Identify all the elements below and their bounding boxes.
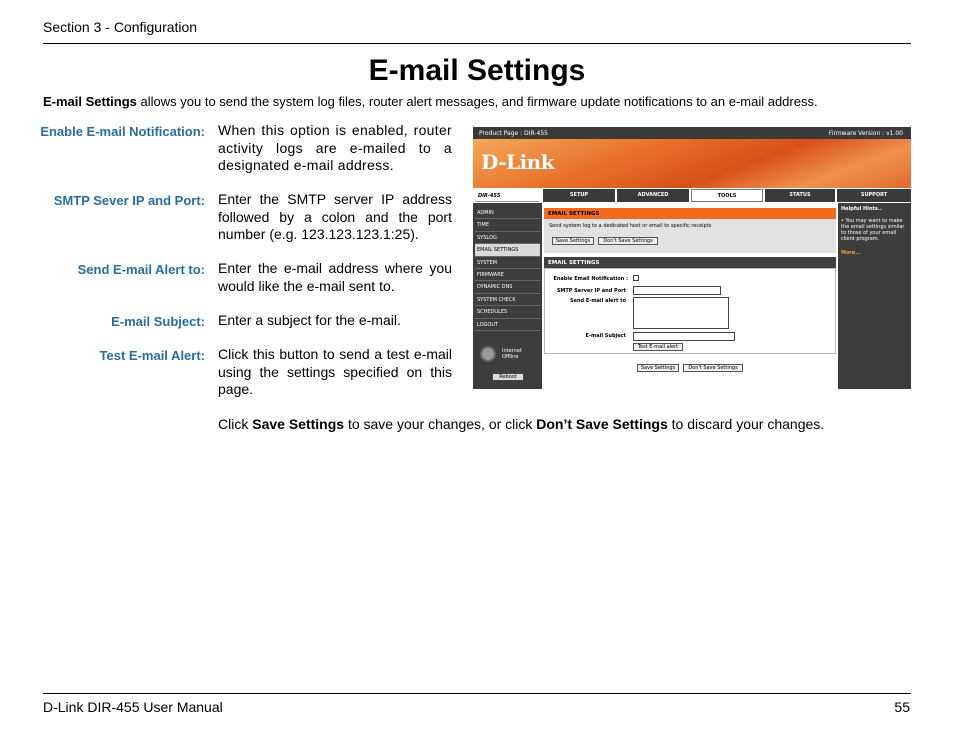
term-enable-email: Enable E-mail Notification: <box>40 124 205 139</box>
test-email-button[interactable]: Test E-mail alert <box>633 343 683 351</box>
nav-logout[interactable]: LOGOUT <box>475 319 540 331</box>
internet-status-label: Internet <box>502 348 522 354</box>
closing-paragraph <box>218 416 824 432</box>
router-topbar <box>473 127 911 139</box>
enable-email-checkbox[interactable] <box>633 275 639 281</box>
internet-status <box>502 348 522 360</box>
router-tabs <box>473 188 911 203</box>
subject-input[interactable] <box>633 332 735 341</box>
hints-more-link[interactable]: More... <box>841 250 861 256</box>
desc-smtp: Enter the SMTP server IP address followed by a colon and the port number (e.g. 123.123.123.1:25). <box>218 191 452 242</box>
router-screenshot <box>473 127 911 389</box>
desc-enable-email: When this option is enabled, router activity logs are e-mailed to a designated e-mail address. <box>218 122 452 173</box>
dont-save-button-top[interactable]: Don't Save Settings <box>598 237 658 245</box>
intro-bold: E-mail Settings <box>43 94 137 109</box>
footer-manual: D-Link DIR-455 User Manual <box>43 699 223 715</box>
nav-admin[interactable]: ADMIN <box>475 207 540 219</box>
term-subject: E-mail Subject: <box>111 314 205 329</box>
smtp-label: SMTP Server IP and Port <box>556 288 626 294</box>
desc-send-alert: Enter the e-mail address where you would like the e-mail sent to. <box>218 260 452 294</box>
router-banner <box>473 139 911 188</box>
nav-syslog[interactable]: SYSLOG <box>475 232 540 244</box>
hints-title: Helpful Hints.. <box>841 206 882 212</box>
firmware-label: Firmware Version : v1.00 <box>828 130 903 137</box>
tab-support[interactable]: SUPPORT <box>837 189 911 202</box>
tab-advanced[interactable]: ADVANCED <box>617 189 689 202</box>
helpful-hints <box>838 203 911 389</box>
section2-box <box>544 268 836 354</box>
model-badge: DIR-455 <box>475 190 539 202</box>
section-header: Section 3 - Configuration <box>43 19 198 35</box>
dlink-logo: D-Link <box>481 150 555 174</box>
tab-tools[interactable]: TOOLS <box>691 189 763 202</box>
smtp-input[interactable] <box>633 286 721 295</box>
nav-firmware[interactable]: FIRMWARE <box>475 269 540 281</box>
send-alert-input[interactable] <box>633 297 729 329</box>
page-number: 55 <box>894 699 910 715</box>
product-page-label: Product Page : DIR-455 <box>479 130 548 137</box>
section2-title: EMAIL SETTINGS <box>544 257 836 268</box>
save-settings-button-bottom[interactable]: Save Settings <box>637 364 679 372</box>
term-test-alert: Test E-mail Alert: <box>99 348 205 363</box>
send-alert-label: Send E-mail alert to <box>569 298 626 304</box>
save-settings-button-top[interactable]: Save Settings <box>552 237 594 245</box>
enable-email-label: Enable Email Notification : <box>553 276 628 282</box>
intro-paragraph <box>43 94 818 109</box>
section1-title: EMAIL SETTINGS <box>544 208 836 219</box>
internet-status-value: Offline <box>502 354 519 360</box>
section1-text: Send system log to a dedicated host or email to specific receipts <box>549 223 712 229</box>
desc-test-alert: Click this button to send a test e-mail using the settings specified on this page. <box>218 346 452 397</box>
tab-setup[interactable]: SETUP <box>543 189 615 202</box>
nav-schedules[interactable]: SCHEDULES <box>475 306 540 318</box>
nav-system-check[interactable]: SYSTEM CHECK <box>475 294 540 306</box>
tab-status[interactable]: STATUS <box>765 189 835 202</box>
nav-dynamic-dns[interactable]: DYNAMIC DNS <box>475 281 540 293</box>
bottom-rule <box>43 693 911 694</box>
closing-text-1: Click <box>218 416 253 432</box>
closing-text-3: to discard your changes. <box>667 416 825 432</box>
subject-label: E-mail Subject <box>585 333 626 339</box>
closing-bold-dont-save: Don’t Save Settings <box>536 416 668 432</box>
router-left-nav <box>473 203 542 389</box>
router-main <box>542 203 838 389</box>
page-title: E-mail Settings <box>368 54 586 87</box>
globe-icon <box>480 346 496 362</box>
desc-subject: Enter a subject for the e-mail. <box>218 312 401 328</box>
hints-text: • You may want to make the email settings similar to those of your email client program. <box>841 218 905 242</box>
term-send-alert: Send E-mail Alert to: <box>77 262 205 277</box>
closing-bold-save: Save Settings <box>252 416 345 432</box>
section1-box <box>544 219 836 253</box>
nav-system[interactable]: SYSTEM <box>475 257 540 269</box>
intro-rest: allows you to send the system log files, router alert messages, and firmware update notifications to an e-mail address. <box>136 94 818 109</box>
nav-time[interactable]: TIME <box>475 219 540 231</box>
reboot-button[interactable]: Reboot <box>492 373 524 381</box>
top-rule <box>43 43 911 44</box>
nav-email-settings[interactable]: EMAIL SETTINGS <box>475 244 540 256</box>
dont-save-button-bottom[interactable]: Don't Save Settings <box>683 364 743 372</box>
term-smtp: SMTP Sever IP and Port: <box>53 193 205 208</box>
closing-text-2: to save your changes, or click <box>344 416 537 432</box>
